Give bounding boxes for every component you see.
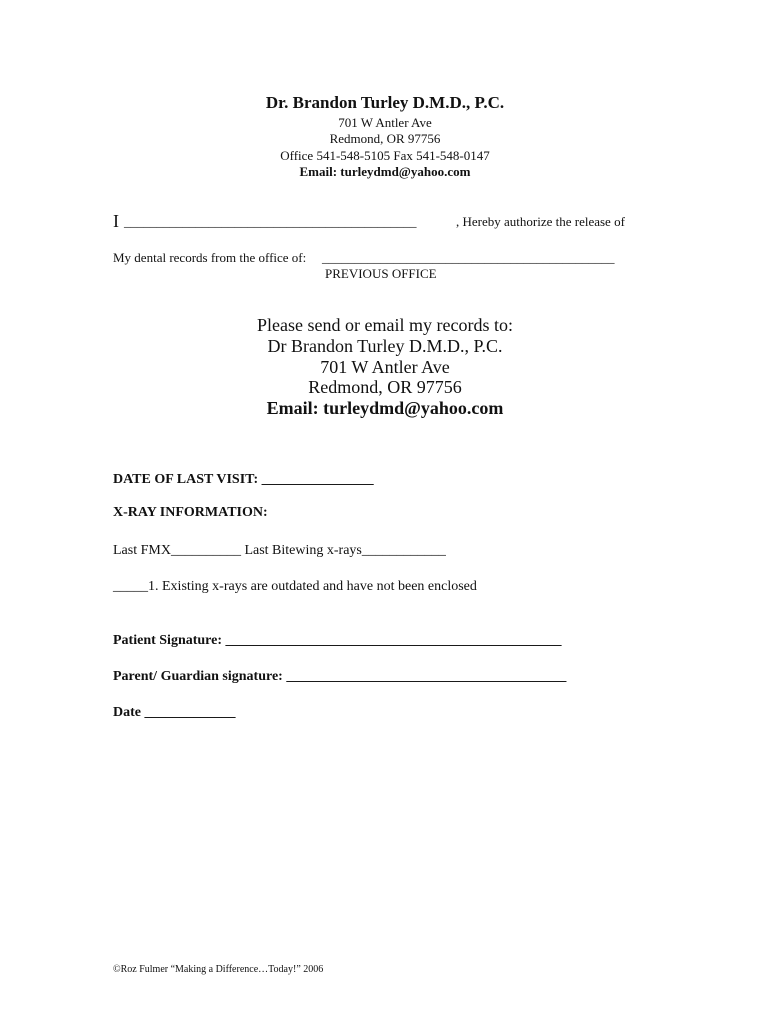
send-records-address-line1: 701 W Antler Ave [320,357,450,377]
authorization-text: , Hereby authorize the release of [456,214,625,229]
practice-email: Email: turleydmd@yahoo.com [299,164,471,179]
send-records-email: Email: turleydmd@yahoo.com [266,398,504,418]
previous-office-caption: PREVIOUS OFFICE [325,266,437,281]
practice-address-line2: Redmond, OR 97756 [329,131,441,146]
fmx-bitewing-field[interactable]: Last FMX__________ Last Bitewing x-rays____________ [113,543,446,558]
records-from-label: My dental records from the office of: [113,250,307,265]
guardian-signature-field[interactable]: Parent/ Guardian signature: ________________________________________ [113,669,567,684]
practice-title: Dr. Brandon Turley D.M.D., P.C. [265,93,505,112]
practice-address-line1: 701 W Antler Ave [338,115,432,130]
existing-xrays-field[interactable]: _____1. Existing x-rays are outdated and have not been enclosed [113,579,477,594]
authorization-pronoun: I [113,211,119,231]
copyright-footer: ©Roz Fulmer “Making a Difference…Today!” 2006 [113,964,324,975]
patient-signature-field[interactable]: Patient Signature: ________________________________________________ [113,633,562,648]
xray-heading: X-RAY INFORMATION: [113,505,268,520]
send-records-address-line2: Redmond, OR 97756 [308,377,462,397]
practice-phone-fax: Office 541-548-5105 Fax 541-548-0147 [280,148,490,163]
send-records-intro: Please send or email my records to: [257,315,513,335]
last-visit-field[interactable]: DATE OF LAST VISIT: ________________ [113,472,374,487]
date-field[interactable]: Date _____________ [113,705,236,720]
send-records-name: Dr Brandon Turley D.M.D., P.C. [267,336,503,356]
previous-office-blank[interactable]: _____________________________________________ [322,250,615,265]
patient-name-blank[interactable]: _____________________________________________ [124,214,417,229]
